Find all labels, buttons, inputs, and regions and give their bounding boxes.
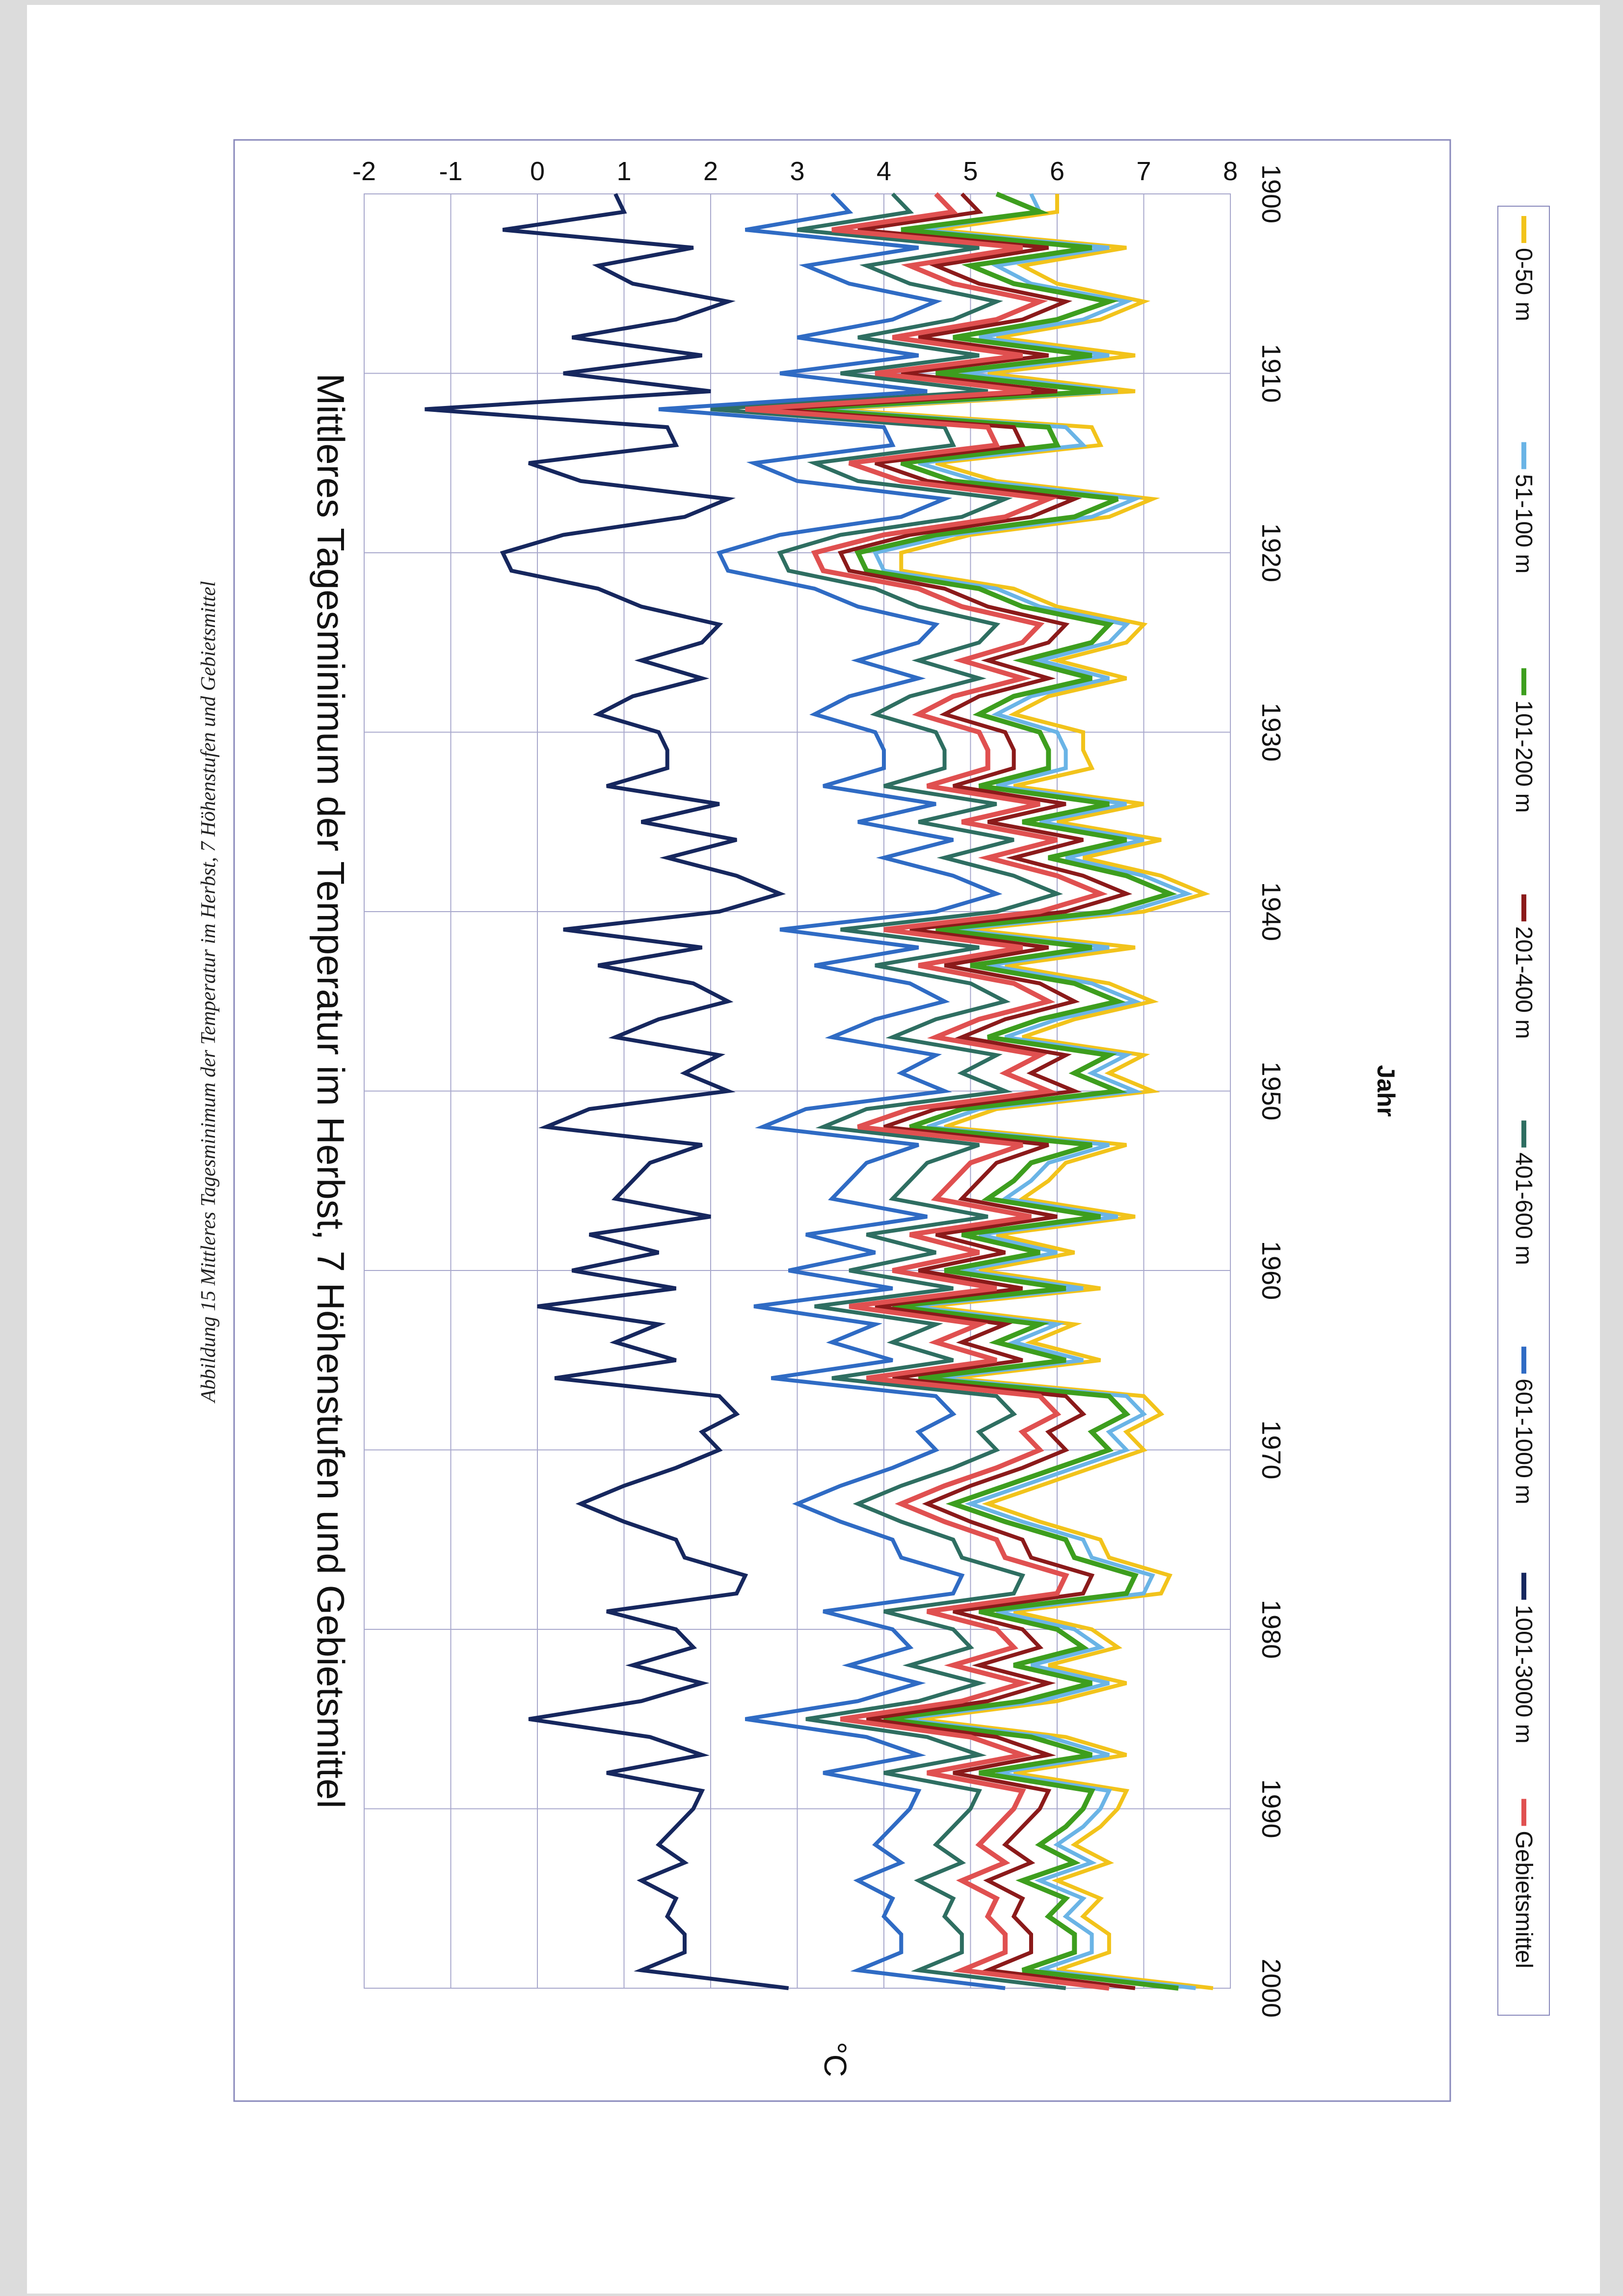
y-tick-label: 0 [530,157,545,186]
legend-label-1: 51-100 m [1511,474,1537,574]
y-tick-label: 3 [790,157,805,186]
x-tick-label: 1940 [1256,882,1286,942]
x-axis-label: Jahr [1372,1065,1400,1117]
legend-label-7: Gebietsmittel [1511,1831,1537,1969]
y-tick-label: -2 [352,157,376,186]
y-tick-label: 5 [963,157,978,186]
y-tick-label: 4 [876,157,892,186]
x-tick-label: 1910 [1256,344,1286,403]
figure-caption: Abbildung 15 Mittleres Tagesminimum der Temperatur im Herbst, 7 Höhenstufen und Gebietsmittel [197,581,220,1403]
x-tick-label: 2000 [1256,1958,1286,2018]
y-tick-label: 1 [616,157,632,186]
x-tick-label: 1950 [1256,1061,1286,1121]
y-tick-label: 2 [703,157,718,186]
y-tick-label: 8 [1223,157,1238,186]
chart-title: Mittleres Tagesminimum der Temperatur im Herbst, 7 Höhenstufen und Gebietsmittel [309,373,352,1809]
legend-label-2: 101-200 m [1511,700,1537,813]
x-tick-label: 1930 [1256,702,1286,762]
legend-label-5: 601-1000 m [1511,1378,1537,1505]
x-tick-label: 1990 [1256,1779,1286,1838]
y-tick-label: 7 [1136,157,1151,186]
legend-label-3: 201-400 m [1511,926,1537,1039]
y-tick-label: 6 [1049,157,1065,186]
x-tick-label: 1900 [1256,164,1286,224]
legend-label-0: 0-50 m [1511,248,1537,322]
x-tick-label: 1980 [1256,1599,1286,1659]
x-tick-label: 1960 [1256,1241,1286,1300]
x-tick-label: 1920 [1256,523,1286,583]
y-tick-label: -1 [439,157,463,186]
legend-label-4: 401-600 m [1511,1152,1537,1265]
legend-label-6: 1001-3000 m [1511,1604,1537,1744]
x-tick-label: 1970 [1256,1420,1286,1480]
y-axis-label: °C [818,2042,853,2077]
